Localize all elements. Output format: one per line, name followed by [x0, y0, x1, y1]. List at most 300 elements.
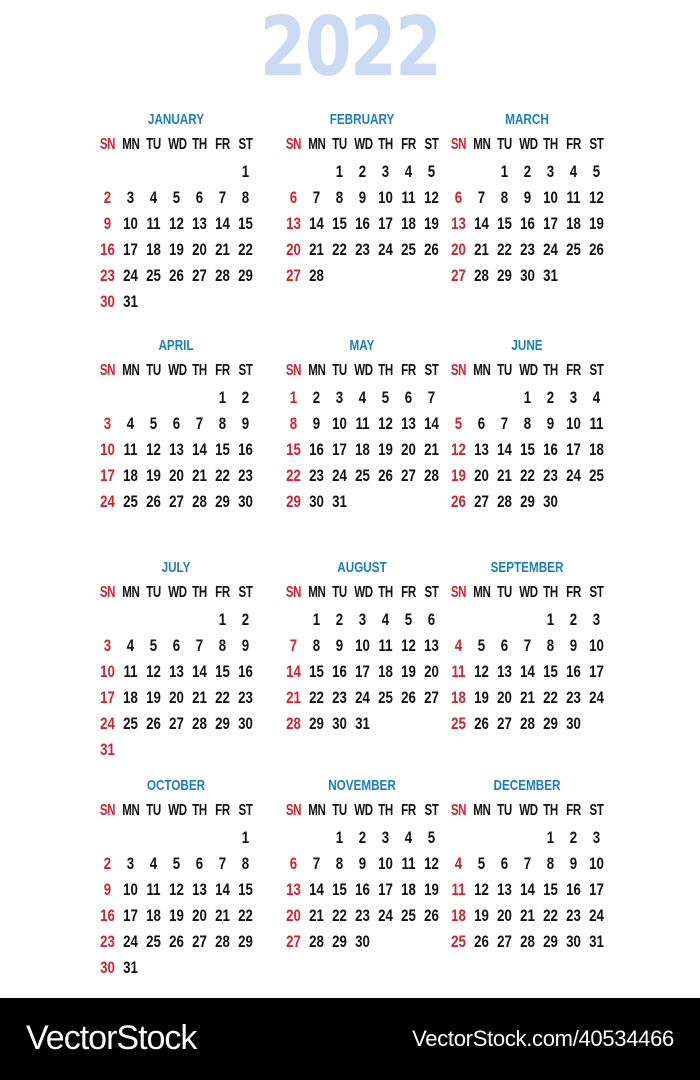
calendar-date: 9	[358, 854, 367, 873]
calendar-date: 16	[355, 214, 370, 233]
sunday-date: 27	[286, 266, 301, 285]
weekday-header: WD	[354, 802, 373, 819]
sunday-date: 20	[451, 240, 466, 259]
sunday-date: 3	[103, 636, 112, 655]
calendar-date: 21	[474, 240, 489, 259]
calendar-date: 1	[241, 828, 250, 847]
sunday-date: 23	[100, 266, 115, 285]
weekday-header: TH	[543, 584, 558, 601]
calendar-date: 20	[401, 440, 416, 459]
calendar-date: 17	[543, 214, 558, 233]
calendar-date: 15	[238, 214, 253, 233]
calendar-date: 4	[358, 388, 367, 407]
calendar-date: 29	[543, 714, 558, 733]
calendar-date: 21	[520, 688, 535, 707]
calendar-date: 28	[474, 266, 489, 285]
calendar-date: 20	[497, 688, 512, 707]
calendar-date: 22	[309, 688, 324, 707]
calendar-date: 23	[309, 466, 324, 485]
weekday-header: TH	[192, 362, 207, 379]
sunday-date: 20	[286, 906, 301, 925]
calendar-date: 22	[497, 240, 512, 259]
calendar-date: 24	[543, 240, 558, 259]
calendar-date: 7	[477, 188, 486, 207]
sunday-date: 6	[289, 854, 298, 873]
calendar-date: 29	[543, 932, 558, 951]
calendar-date: 12	[169, 214, 184, 233]
calendar-date: 19	[474, 906, 489, 925]
calendar-date: 27	[401, 466, 416, 485]
sunday-date: 23	[100, 932, 115, 951]
calendar-date: 8	[218, 636, 227, 655]
sunday-date: 12	[451, 440, 466, 459]
weekday-header: TU	[497, 584, 512, 601]
weekday-header: TU	[497, 802, 512, 819]
calendar-date: 29	[332, 932, 347, 951]
calendar-date: 10	[355, 636, 370, 655]
calendar-date: 23	[355, 240, 370, 259]
calendar-date: 11	[589, 414, 604, 433]
calendar-date: 28	[192, 714, 207, 733]
calendar-date: 15	[332, 214, 347, 233]
sunday-date: 9	[103, 880, 112, 899]
calendar-date: 24	[566, 466, 581, 485]
calendar-date: 26	[401, 688, 416, 707]
calendar-date: 20	[192, 240, 207, 259]
calendar-date: 5	[149, 414, 158, 433]
calendar-date: 15	[215, 440, 230, 459]
calendar-date: 2	[358, 828, 367, 847]
calendar-date: 15	[543, 662, 558, 681]
calendar-date: 29	[309, 714, 324, 733]
weekday-header: MN	[308, 136, 326, 153]
calendar-date: 15	[332, 880, 347, 899]
calendar-date: 22	[215, 688, 230, 707]
month-name: NOVEMBER	[328, 777, 396, 794]
weekday-header: MN	[473, 362, 491, 379]
calendar-date: 14	[497, 440, 512, 459]
weekday-header: TH	[192, 584, 207, 601]
calendar-date: 22	[543, 906, 558, 925]
weekday-header: FR	[215, 802, 230, 819]
weekday-header: ST	[424, 136, 439, 153]
calendar-date: 10	[332, 414, 347, 433]
calendar-date: 19	[146, 688, 161, 707]
weekday-header: TU	[146, 136, 161, 153]
calendar-date: 2	[335, 610, 344, 629]
calendar-date: 6	[172, 414, 181, 433]
calendar-date: 8	[546, 854, 555, 873]
calendar-date: 9	[312, 414, 321, 433]
calendar-date: 18	[378, 662, 393, 681]
sunday-date: 6	[454, 188, 463, 207]
weekday-header: SN	[450, 136, 467, 153]
calendar-date: 18	[146, 240, 161, 259]
month-name: DECEMBER	[493, 777, 561, 794]
calendar-date: 13	[497, 880, 512, 899]
calendar-date: 17	[332, 440, 347, 459]
sunday-date: 2	[103, 188, 112, 207]
calendar-date: 8	[335, 854, 344, 873]
weekday-header: FR	[215, 136, 230, 153]
calendar-date: 25	[355, 466, 370, 485]
sunday-date: 14	[286, 662, 301, 681]
sunday-date: 28	[286, 714, 301, 733]
calendar-date: 18	[401, 880, 416, 899]
calendar-date: 29	[215, 714, 230, 733]
calendar-date: 26	[146, 714, 161, 733]
calendar-date: 13	[169, 662, 184, 681]
calendar-date: 26	[169, 266, 184, 285]
calendar-date: 9	[569, 636, 578, 655]
calendar-date: 14	[520, 662, 535, 681]
calendar-date: 9	[241, 414, 250, 433]
calendar-date: 15	[309, 662, 324, 681]
weekday-header: TH	[543, 136, 558, 153]
calendar-date: 12	[378, 414, 393, 433]
calendar-date: 30	[543, 492, 558, 511]
calendar-date: 26	[424, 906, 439, 925]
calendar-date: 27	[497, 714, 512, 733]
calendar-date: 28	[424, 466, 439, 485]
calendar-date: 3	[381, 162, 390, 181]
weekday-header: WD	[168, 136, 187, 153]
calendar-date: 14	[474, 214, 489, 233]
calendar-date: 12	[401, 636, 416, 655]
weekday-header: MN	[122, 136, 140, 153]
year-title: 2022	[259, 0, 441, 95]
calendar-date: 14	[215, 214, 230, 233]
month-name: SEPTEMBER	[490, 559, 564, 576]
calendar-date: 23	[238, 466, 253, 485]
weekday-header: ST	[424, 802, 439, 819]
weekday-header: ST	[238, 802, 253, 819]
sunday-date: 17	[100, 688, 115, 707]
calendar-date: 5	[149, 636, 158, 655]
calendar-date: 26	[424, 240, 439, 259]
sunday-date: 30	[100, 292, 115, 311]
calendar-date: 1	[546, 828, 555, 847]
calendar-date: 4	[569, 162, 578, 181]
calendar-date: 16	[566, 662, 581, 681]
weekday-header: SN	[450, 584, 467, 601]
calendar-date: 1	[218, 388, 227, 407]
calendar-date: 28	[309, 932, 324, 951]
calendar-date: 29	[215, 492, 230, 511]
calendar-date: 15	[238, 880, 253, 899]
calendar-date: 14	[520, 880, 535, 899]
calendar-date: 21	[192, 688, 207, 707]
calendar-date: 23	[332, 688, 347, 707]
weekday-header: SN	[285, 802, 302, 819]
calendar-date: 21	[215, 240, 230, 259]
calendar-date: 21	[520, 906, 535, 925]
calendar-date: 16	[309, 440, 324, 459]
calendar-date: 14	[192, 440, 207, 459]
calendar-date: 16	[238, 440, 253, 459]
stock-url[interactable]: VectorStock.com/40534466	[412, 1026, 674, 1051]
calendar-date: 5	[172, 188, 181, 207]
calendar-date: 5	[427, 162, 436, 181]
calendar-date: 20	[192, 906, 207, 925]
calendar-date: 16	[332, 662, 347, 681]
calendar-date: 18	[589, 440, 604, 459]
calendar-date: 21	[192, 466, 207, 485]
calendar-date: 13	[192, 214, 207, 233]
calendar-date: 6	[477, 414, 486, 433]
calendar-date: 25	[401, 906, 416, 925]
calendar-date: 5	[381, 388, 390, 407]
calendar-date: 16	[543, 440, 558, 459]
calendar-date: 11	[146, 214, 161, 233]
calendar-date: 10	[589, 636, 604, 655]
calendar-date: 6	[172, 636, 181, 655]
calendar-date: 23	[543, 466, 558, 485]
calendar-date: 17	[566, 440, 581, 459]
calendar-date: 7	[523, 636, 532, 655]
weekday-header: WD	[519, 584, 538, 601]
calendar-date: 18	[146, 906, 161, 925]
calendar-date: 3	[126, 188, 135, 207]
calendar-date: 31	[332, 492, 347, 511]
weekday-header: MN	[308, 802, 326, 819]
sunday-date: 25	[451, 932, 466, 951]
calendar-date: 31	[355, 714, 370, 733]
weekday-header: FR	[401, 584, 416, 601]
weekday-header: FR	[215, 362, 230, 379]
sunday-date: 25	[451, 714, 466, 733]
weekday-header: MN	[308, 584, 326, 601]
weekday-header: FR	[566, 362, 581, 379]
weekday-header: ST	[589, 136, 604, 153]
calendar-date: 20	[424, 662, 439, 681]
calendar-date: 20	[497, 906, 512, 925]
calendar-date: 28	[520, 714, 535, 733]
calendar-date: 27	[192, 932, 207, 951]
calendar-date: 24	[378, 906, 393, 925]
weekday-header: MN	[122, 584, 140, 601]
weekday-header: SN	[285, 584, 302, 601]
calendar-date: 11	[378, 636, 393, 655]
calendar-date: 21	[309, 906, 324, 925]
calendar-date: 4	[149, 854, 158, 873]
sunday-date: 24	[100, 714, 115, 733]
calendar-date: 5	[427, 828, 436, 847]
calendar-date: 8	[335, 188, 344, 207]
calendar-date: 13	[401, 414, 416, 433]
calendar-date: 5	[172, 854, 181, 873]
sunday-date: 24	[100, 492, 115, 511]
calendar-date: 5	[477, 854, 486, 873]
calendar-date: 21	[497, 466, 512, 485]
weekday-header: TH	[192, 136, 207, 153]
calendar-date: 28	[497, 492, 512, 511]
weekday-header: WD	[519, 802, 538, 819]
calendar-date: 6	[427, 610, 436, 629]
calendar-date: 28	[520, 932, 535, 951]
calendar-date: 21	[215, 906, 230, 925]
calendar-date: 12	[424, 854, 439, 873]
sunday-date: 27	[451, 266, 466, 285]
calendar-date: 20	[474, 466, 489, 485]
calendar-date: 1	[546, 610, 555, 629]
month-name: FEBRUARY	[329, 111, 395, 128]
calendar-date: 14	[309, 880, 324, 899]
month-name: APRIL	[158, 337, 194, 354]
calendar-date: 11	[401, 188, 416, 207]
calendar-date: 22	[238, 240, 253, 259]
calendar-date: 1	[312, 610, 321, 629]
calendar-date: 26	[474, 714, 489, 733]
calendar-date: 14	[309, 214, 324, 233]
weekday-header: WD	[168, 802, 187, 819]
weekday-header: TH	[378, 362, 393, 379]
weekday-header: TH	[378, 802, 393, 819]
calendar-date: 21	[309, 240, 324, 259]
weekday-header: WD	[519, 136, 538, 153]
calendar-date: 23	[566, 906, 581, 925]
sunday-date: 5	[454, 414, 463, 433]
calendar-date: 23	[520, 240, 535, 259]
sunday-date: 26	[451, 492, 466, 511]
sunday-date: 11	[451, 880, 466, 899]
calendar-date: 10	[123, 214, 138, 233]
calendar-date: 28	[215, 932, 230, 951]
sunday-date: 6	[289, 188, 298, 207]
calendar-date: 22	[332, 240, 347, 259]
weekday-header: TU	[146, 802, 161, 819]
sunday-date: 27	[286, 932, 301, 951]
month-name: JANUARY	[147, 111, 205, 128]
calendar-date: 31	[543, 266, 558, 285]
sunday-date: 16	[100, 240, 115, 259]
calendar-date: 31	[123, 292, 138, 311]
weekday-header: ST	[589, 584, 604, 601]
calendar-date: 4	[126, 414, 135, 433]
calendar-date: 19	[589, 214, 604, 233]
calendar-date: 23	[238, 688, 253, 707]
weekday-header: SN	[99, 802, 116, 819]
calendar-date: 30	[566, 714, 581, 733]
weekday-header: TU	[332, 362, 347, 379]
weekday-header: SN	[99, 584, 116, 601]
calendar-date: 19	[378, 440, 393, 459]
weekday-header: SN	[99, 362, 116, 379]
calendar-date: 18	[355, 440, 370, 459]
calendar-date: 13	[497, 662, 512, 681]
calendar-date: 1	[218, 610, 227, 629]
sunday-date: 15	[286, 440, 301, 459]
sunday-date: 29	[286, 492, 301, 511]
calendar-date: 25	[589, 466, 604, 485]
calendar-date: 2	[358, 162, 367, 181]
sunday-date: 16	[100, 906, 115, 925]
calendar-date: 1	[241, 162, 250, 181]
calendar-date: 4	[381, 610, 390, 629]
calendar-date: 24	[378, 240, 393, 259]
calendar-date: 25	[123, 492, 138, 511]
calendar-date: 17	[123, 240, 138, 259]
calendar-date: 1	[500, 162, 509, 181]
calendar-date: 6	[500, 636, 509, 655]
weekday-header: WD	[519, 362, 538, 379]
calendar-date: 31	[123, 958, 138, 977]
calendar-date: 29	[520, 492, 535, 511]
sunday-date: 31	[100, 740, 115, 759]
calendar-date: 23	[355, 906, 370, 925]
calendar-date: 5	[477, 636, 486, 655]
calendar-date: 13	[192, 880, 207, 899]
calendar-date: 28	[215, 266, 230, 285]
calendar-date: 30	[566, 932, 581, 951]
calendar-date: 25	[146, 266, 161, 285]
month-name: MARCH	[505, 111, 549, 128]
calendar-date: 15	[497, 214, 512, 233]
calendar-date: 17	[355, 662, 370, 681]
sunday-date: 9	[103, 214, 112, 233]
calendar-date: 5	[592, 162, 601, 181]
calendar-date: 24	[589, 906, 604, 925]
sunday-date: 17	[100, 466, 115, 485]
month-name: MAY	[349, 337, 375, 354]
calendar-date: 12	[474, 662, 489, 681]
calendar-date: 30	[238, 714, 253, 733]
sunday-date: 10	[100, 662, 115, 681]
weekday-header: WD	[354, 362, 373, 379]
calendar-date: 10	[566, 414, 581, 433]
calendar-date: 18	[123, 688, 138, 707]
calendar-date: 19	[424, 214, 439, 233]
calendar-date: 25	[146, 932, 161, 951]
brand-logo[interactable]: VectorStock	[26, 1019, 197, 1057]
calendar-date: 11	[123, 440, 138, 459]
calendar-date: 10	[123, 880, 138, 899]
calendar-date: 11	[401, 854, 416, 873]
calendar-date: 15	[215, 662, 230, 681]
weekday-header: TH	[543, 802, 558, 819]
calendar-date: 9	[569, 854, 578, 873]
calendar-date: 17	[378, 880, 393, 899]
weekday-header: WD	[168, 362, 187, 379]
calendar-date: 2	[241, 388, 250, 407]
calendar-date: 24	[123, 266, 138, 285]
calendar-date: 2	[241, 610, 250, 629]
calendar-date: 26	[378, 466, 393, 485]
calendar-date: 15	[520, 440, 535, 459]
calendar-date: 8	[312, 636, 321, 655]
calendar-date: 12	[589, 188, 604, 207]
weekday-header: TH	[192, 802, 207, 819]
calendar-date: 19	[169, 906, 184, 925]
sunday-date: 18	[451, 906, 466, 925]
calendar-date: 30	[309, 492, 324, 511]
calendar-date: 16	[238, 662, 253, 681]
weekday-header: ST	[238, 136, 253, 153]
weekday-header: FR	[566, 584, 581, 601]
calendar-date: 30	[355, 932, 370, 951]
sunday-date: 13	[286, 880, 301, 899]
weekday-header: MN	[473, 584, 491, 601]
calendar-date: 8	[218, 414, 227, 433]
weekday-header: MN	[122, 362, 140, 379]
calendar-date: 22	[332, 906, 347, 925]
calendar-date: 10	[378, 854, 393, 873]
calendar-date: 8	[241, 188, 250, 207]
calendar-date: 16	[566, 880, 581, 899]
calendar-date: 3	[126, 854, 135, 873]
sunday-date: 30	[100, 958, 115, 977]
weekday-header: FR	[566, 802, 581, 819]
